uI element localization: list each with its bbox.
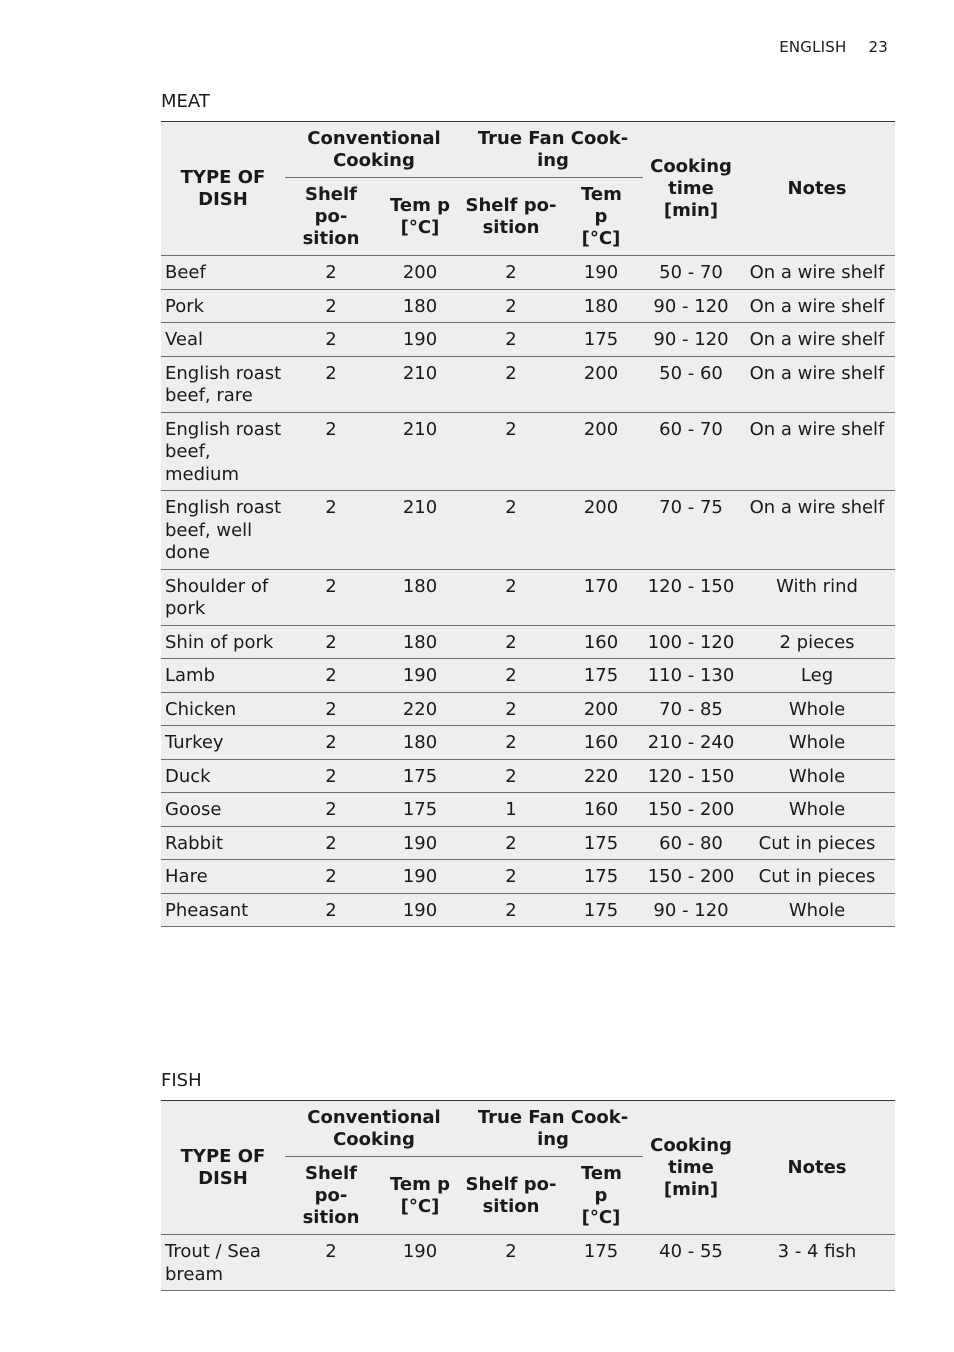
dish-name-cell: Duck [165, 765, 211, 787]
conv-shelf-cell: 2 [325, 1241, 337, 1262]
conv-temp-cell: 190 [402, 832, 438, 854]
cooking-time-cell: 60 - 70 [659, 418, 723, 440]
fan-temp-cell: 160 [583, 732, 619, 753]
header-type-of-dish: TYPE OF DISH [180, 166, 266, 210]
conv-shelf-cell: 2 [325, 899, 337, 921]
notes-cell: With rind [776, 575, 858, 597]
table-row [161, 1235, 895, 1291]
cooking-time-cell: 70 - 75 [659, 497, 723, 518]
fan-shelf-cell: 2 [505, 262, 517, 283]
fish-header-conv-temp: Tem p [°C] [389, 1173, 450, 1217]
language-label: ENGLISH [779, 38, 847, 56]
cooking-time-cell: 150 - 200 [647, 866, 735, 887]
notes-cell: Whole [788, 732, 846, 753]
notes-cell: On a wire shelf [749, 262, 885, 283]
conv-temp-cell: 220 [402, 698, 438, 720]
notes-cell: Cut in pieces [758, 832, 876, 854]
table-row [161, 356, 895, 412]
conv-shelf-cell: 2 [325, 832, 337, 854]
conv-temp-cell: 210 [402, 362, 438, 384]
fan-shelf-cell: 2 [505, 866, 517, 887]
table-row [161, 893, 895, 927]
header-cooking-time: Cooking time [min] [650, 155, 732, 221]
conv-temp-cell: 190 [402, 329, 438, 350]
header-conventional-cooking: Conventional Cooking [285, 122, 463, 178]
fan-shelf-cell: 2 [505, 665, 517, 686]
conv-shelf-cell: 2 [325, 665, 337, 686]
table-row [161, 860, 895, 894]
dish-name-cell: Trout / Sea bream [165, 1241, 261, 1285]
cooking-time-cell: 50 - 70 [659, 262, 723, 283]
dish-name-cell: Pheasant [165, 899, 249, 921]
fan-shelf-cell: 2 [505, 832, 517, 854]
notes-cell: On a wire shelf [749, 362, 885, 384]
notes-cell: Whole [788, 799, 846, 820]
fan-shelf-cell: 2 [505, 295, 517, 317]
fan-temp-cell: 180 [583, 295, 619, 317]
fish-header-fan-temp: Tem p [°C] [581, 1162, 622, 1228]
header-notes: Notes [787, 177, 847, 199]
cooking-time-cell: 100 - 120 [647, 631, 735, 653]
fan-temp-cell: 200 [583, 362, 619, 384]
cooking-time-cell: 90 - 120 [653, 329, 729, 350]
conv-temp-cell: 180 [402, 631, 438, 653]
fan-shelf-cell: 2 [505, 698, 517, 720]
fish-header-conv-shelf: Shelf po-sition [302, 1162, 360, 1228]
fish-table [161, 1100, 895, 1291]
cooking-time-cell: 60 - 80 [659, 832, 723, 854]
conv-temp-cell: 200 [402, 262, 438, 283]
fan-shelf-cell: 2 [505, 899, 517, 921]
conv-shelf-cell: 2 [325, 329, 337, 350]
dish-name-cell: English roast beef, rare [165, 362, 282, 406]
fan-temp-cell: 175 [583, 832, 619, 854]
table-row [161, 289, 895, 323]
header-conv-shelf: Shelf po-sition [302, 183, 360, 249]
conv-shelf-cell: 2 [325, 575, 337, 597]
fan-shelf-cell: 2 [505, 575, 517, 597]
fan-temp-cell: 175 [583, 866, 619, 887]
cooking-time-cell: 50 - 60 [659, 362, 723, 384]
conv-shelf-cell: 2 [325, 418, 337, 440]
fan-temp-cell: 200 [583, 698, 619, 720]
fish-section-title: FISH [161, 1070, 202, 1091]
dish-name-cell: Veal [165, 329, 204, 350]
fan-shelf-cell: 2 [505, 497, 517, 518]
fan-temp-cell: 220 [583, 765, 619, 787]
cooking-time-cell: 150 - 200 [647, 799, 735, 820]
table-row [161, 692, 895, 726]
table-row [161, 759, 895, 793]
fan-shelf-cell: 2 [505, 362, 517, 384]
table-row [161, 323, 895, 357]
fan-shelf-cell: 2 [505, 732, 517, 753]
dish-name-cell: Turkey [165, 732, 224, 753]
fan-shelf-cell: 2 [505, 329, 517, 350]
fan-temp-cell: 190 [583, 262, 619, 283]
conv-temp-cell: 190 [402, 665, 438, 686]
dish-name-cell: Goose [165, 799, 222, 820]
conv-shelf-cell: 2 [325, 765, 337, 787]
notes-cell: On a wire shelf [749, 497, 885, 518]
conv-temp-cell: 190 [402, 1241, 438, 1262]
fish-header-type-of-dish: TYPE OF DISH [180, 1145, 266, 1189]
conv-temp-cell: 175 [402, 799, 438, 820]
fan-temp-cell: 200 [583, 418, 619, 440]
header-fan-shelf: Shelf po-sition [465, 194, 557, 238]
dish-name-cell: Rabbit [165, 832, 224, 854]
notes-cell: Whole [788, 765, 846, 787]
fan-temp-cell: 200 [583, 497, 619, 518]
dish-name-cell: Pork [165, 295, 205, 317]
table-row [161, 659, 895, 693]
dish-name-cell: Shoulder of pork [165, 575, 269, 619]
dish-name-cell: English roast beef, medium [165, 418, 282, 485]
conv-temp-cell: 180 [402, 732, 438, 753]
table-row [161, 793, 895, 827]
table-row [161, 491, 895, 570]
conv-temp-cell: 190 [402, 866, 438, 887]
notes-cell: Whole [788, 899, 846, 921]
fan-shelf-cell: 2 [505, 418, 517, 440]
conv-temp-cell: 190 [402, 899, 438, 921]
cooking-time-cell: 70 - 85 [659, 698, 723, 720]
table-row [161, 412, 895, 491]
meat-section-title: MEAT [161, 91, 210, 112]
notes-cell: Whole [788, 698, 846, 720]
cooking-time-cell: 90 - 120 [653, 295, 729, 317]
fish-header-conventional-cooking: Conventional Cooking [285, 1101, 463, 1157]
header-fan-temp: Tem p [°C] [581, 183, 622, 249]
notes-cell: Cut in pieces [758, 866, 876, 887]
table-row [161, 569, 895, 625]
conv-temp-cell: 210 [402, 497, 438, 518]
conv-temp-cell: 175 [402, 765, 438, 787]
fan-temp-cell: 160 [583, 631, 619, 653]
fan-temp-cell: 175 [583, 899, 619, 921]
conv-shelf-cell: 2 [325, 262, 337, 283]
conv-temp-cell: 180 [402, 575, 438, 597]
cooking-time-cell: 210 - 240 [647, 732, 735, 753]
table-row [161, 256, 895, 290]
page-header [757, 38, 888, 56]
table-row [161, 726, 895, 760]
cooking-time-cell: 110 - 130 [647, 665, 735, 686]
notes-cell: On a wire shelf [749, 418, 885, 440]
cooking-time-cell: 120 - 150 [647, 575, 735, 597]
fan-shelf-cell: 2 [505, 1241, 517, 1262]
conv-temp-cell: 210 [402, 418, 438, 440]
dish-name-cell: English roast beef, well done [165, 497, 282, 563]
dish-name-cell: Chicken [165, 698, 237, 720]
table-row [161, 625, 895, 659]
notes-cell: On a wire shelf [749, 329, 885, 350]
meat-table [161, 121, 895, 927]
dish-name-cell: Lamb [165, 665, 216, 686]
header-true-fan-cooking: True Fan Cook-ing [463, 122, 643, 178]
fish-header-true-fan-cooking: True Fan Cook-ing [463, 1101, 643, 1157]
notes-cell: Leg [800, 665, 834, 686]
cooking-time-cell: 90 - 120 [653, 899, 729, 921]
notes-cell: On a wire shelf [749, 295, 885, 317]
conv-temp-cell: 180 [402, 295, 438, 317]
conv-shelf-cell: 2 [325, 698, 337, 720]
conv-shelf-cell: 2 [325, 866, 337, 887]
fan-temp-cell: 175 [583, 1241, 619, 1262]
header-conv-temp: Tem p [°C] [389, 194, 450, 238]
notes-cell: 2 pieces [779, 631, 855, 653]
fan-shelf-cell: 2 [505, 631, 517, 653]
table-row [161, 826, 895, 860]
notes-cell: 3 - 4 fish [777, 1241, 857, 1262]
fish-header-cooking-time: Cooking time [min] [650, 1134, 732, 1200]
cooking-time-cell: 40 - 55 [659, 1241, 723, 1262]
conv-shelf-cell: 2 [325, 362, 337, 384]
dish-name-cell: Beef [165, 262, 206, 283]
page-number: 23 [868, 38, 888, 56]
fan-temp-cell: 175 [583, 329, 619, 350]
fan-shelf-cell: 1 [505, 799, 517, 820]
fish-header-notes: Notes [787, 1156, 847, 1178]
conv-shelf-cell: 2 [325, 295, 337, 317]
conv-shelf-cell: 2 [325, 631, 337, 653]
conv-shelf-cell: 2 [325, 497, 337, 518]
fan-temp-cell: 170 [583, 575, 619, 597]
dish-name-cell: Hare [165, 866, 208, 887]
cooking-time-cell: 120 - 150 [647, 765, 735, 787]
dish-name-cell: Shin of pork [165, 631, 274, 653]
conv-shelf-cell: 2 [325, 732, 337, 753]
conv-shelf-cell: 2 [325, 799, 337, 820]
fan-temp-cell: 160 [583, 799, 619, 820]
fish-header-fan-shelf: Shelf po-sition [465, 1173, 557, 1217]
fan-shelf-cell: 2 [505, 765, 517, 787]
fan-temp-cell: 175 [583, 665, 619, 686]
